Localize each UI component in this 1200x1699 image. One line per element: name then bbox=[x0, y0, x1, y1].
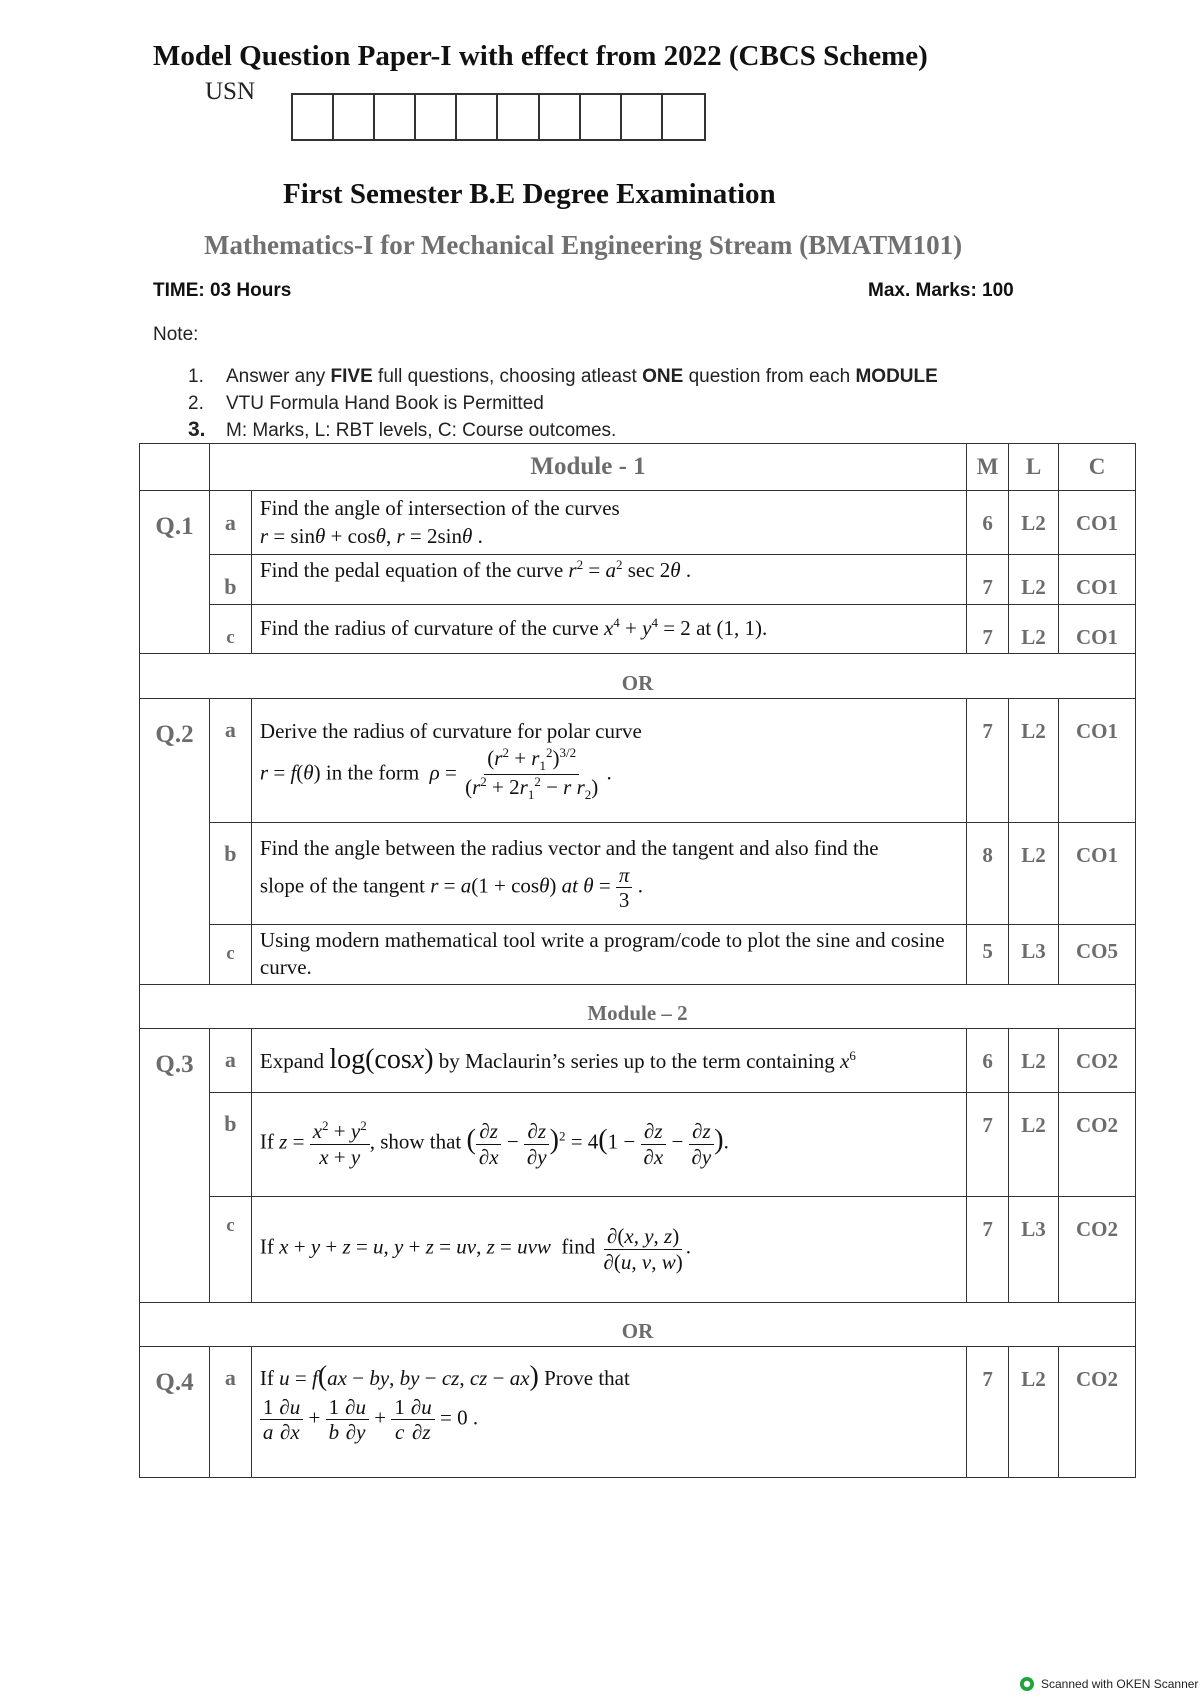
usn-digit-box[interactable] bbox=[293, 95, 334, 139]
usn-digit-box[interactable] bbox=[540, 95, 581, 139]
level-value: L2 bbox=[1009, 1028, 1059, 1092]
level-value: L3 bbox=[1009, 925, 1059, 985]
co-value: CO1 bbox=[1059, 699, 1136, 823]
sub-label: c bbox=[209, 1196, 251, 1302]
sub-label: a bbox=[209, 1028, 251, 1092]
table-row bbox=[140, 1196, 1136, 1302]
note-item: 1. Answer any FIVE full questions, choosing atleast ONE question from each MODULE bbox=[188, 366, 938, 387]
sub-label: a bbox=[209, 699, 251, 823]
question-text: Derive the radius of curvature for polar curve r = f(θ) in the form ρ = $\frac{(r^2 + r_1^2)^{3/2}}{(r^2 + 2r_1^2 - r r_2)}$ . bbox=[251, 699, 966, 823]
col-co-header: C bbox=[1059, 444, 1136, 491]
table-row bbox=[140, 1092, 1136, 1196]
math-expression: r bbox=[430, 872, 439, 897]
question-text: Find the pedal equation of the curve $r^2 = a^2$ sec 2θ . bbox=[251, 555, 966, 605]
time-allowed: TIME: 03 Hours bbox=[153, 280, 292, 301]
question-table bbox=[139, 443, 1136, 1478]
scanner-watermark: Scanned with OKEN Scanner bbox=[1019, 1676, 1198, 1692]
level-value: L2 bbox=[1009, 605, 1059, 654]
level-value: L2 bbox=[1009, 491, 1059, 555]
math-expression: r bbox=[259, 523, 269, 548]
co-value: CO1 bbox=[1059, 823, 1136, 925]
question-text: Find the angle of intersection of the curves r = sinθ + cosθ, r = 2sinθ . bbox=[251, 491, 966, 555]
math-expression: x bbox=[603, 616, 614, 641]
question-text: If x + y + z = u, y + z = uv, z = uvw find $\frac{\partial(x, y, z)}{\partial(u, v, w)}$ . bbox=[251, 1196, 966, 1302]
math-fraction: $\frac{1}{a}$ bbox=[260, 1395, 277, 1444]
question-text: Expand log(cosx) by Maclaurin’s series up to the term containing $x^6$ bbox=[251, 1028, 966, 1092]
scanner-logo-icon bbox=[1019, 1676, 1035, 1692]
co-value: CO1 bbox=[1059, 605, 1136, 654]
sub-label: c bbox=[209, 605, 251, 654]
marks-value: 7 bbox=[967, 699, 1009, 823]
col-level-header: L bbox=[1009, 444, 1059, 491]
marks-value: 7 bbox=[967, 1196, 1009, 1302]
math-fraction: $\frac{x^2 + y^2}{x + y}$ bbox=[310, 1119, 370, 1168]
marks-value: 7 bbox=[967, 605, 1009, 654]
level-value: L2 bbox=[1009, 1092, 1059, 1196]
usn-boxes[interactable] bbox=[291, 93, 706, 141]
math-expression: log(cosx) bbox=[329, 1043, 434, 1075]
or-row bbox=[140, 654, 1136, 699]
question-number: Q.4 bbox=[140, 1346, 210, 1477]
marks-value: 7 bbox=[967, 1092, 1009, 1196]
co-value: CO2 bbox=[1059, 1092, 1136, 1196]
module-row bbox=[140, 984, 1136, 1028]
paper-title: Model Question Paper-I with effect from 2022 (CBCS Scheme) bbox=[153, 40, 928, 72]
exam-title: First Semester B.E Degree Examination bbox=[283, 178, 776, 210]
question-number: Q.3 bbox=[140, 1028, 210, 1302]
level-value: L2 bbox=[1009, 823, 1059, 925]
math-fraction: $\frac{\pi}{3}$ bbox=[616, 863, 633, 912]
co-value: CO2 bbox=[1059, 1028, 1136, 1092]
usn-digit-box[interactable] bbox=[622, 95, 663, 139]
sub-label: a bbox=[209, 1346, 251, 1477]
table-row bbox=[140, 823, 1136, 925]
question-text: If u = f(ax − by, by − cz, cz − ax) Prove that $\frac{1}{a}$ $\frac{\partial u}{\partial x}$ + $\frac{1}{b}$ $\frac{\partial u}{\partial y}$ + $\frac{1}{c}$ $\frac{\partial u}{\partial z}$ = 0 . bbox=[251, 1346, 966, 1477]
sub-label: b bbox=[209, 555, 251, 605]
note-item: 2. VTU Formula Hand Book is Permitted bbox=[188, 392, 544, 414]
math-expression: r bbox=[568, 558, 577, 582]
math-fraction: $\frac{\partial(x, y, z)}{\partial(u, v, w)}$ bbox=[603, 1224, 683, 1274]
or-row bbox=[140, 1302, 1136, 1346]
level-value: L2 bbox=[1009, 1346, 1059, 1477]
question-number: Q.1 bbox=[140, 491, 210, 654]
co-value: CO1 bbox=[1059, 491, 1136, 555]
level-value: L2 bbox=[1009, 699, 1059, 823]
question-text: Find the radius of curvature of the curve $x^4 + y^4 = 2$ at (1, 1). bbox=[251, 605, 966, 654]
sub-label: b bbox=[209, 1092, 251, 1196]
or-divider: OR bbox=[140, 654, 1136, 699]
note-label: Note: bbox=[153, 324, 199, 345]
marks-value: 5 bbox=[967, 925, 1009, 985]
col-marks-header: M bbox=[967, 444, 1009, 491]
note-item: 3. M: Marks, L: RBT levels, C: Course outcomes. bbox=[188, 418, 617, 441]
sub-label: c bbox=[209, 925, 251, 985]
usn-digit-box[interactable] bbox=[457, 95, 498, 139]
sub-label: a bbox=[209, 491, 251, 555]
question-text: Using modern mathematical tool write a program/code to plot the sine and cosine curve. bbox=[251, 925, 966, 985]
module-1-heading: Module - 1 bbox=[209, 444, 966, 491]
math-expression: r bbox=[259, 759, 269, 784]
usn-digit-box[interactable] bbox=[334, 95, 375, 139]
math-expression: u bbox=[279, 1365, 290, 1390]
marks-value: 7 bbox=[967, 1346, 1009, 1477]
usn-digit-box[interactable] bbox=[581, 95, 622, 139]
or-divider: OR bbox=[140, 1302, 1136, 1346]
table-header-row bbox=[140, 444, 1136, 491]
table-row bbox=[140, 491, 1136, 555]
marks-value: 6 bbox=[967, 491, 1009, 555]
question-number: Q.2 bbox=[140, 699, 210, 985]
question-text: Find the angle between the radius vector and the tangent and also find the slope of the tangent r = a(1 + cosθ) at θ = $\frac{\pi}{3}$ . bbox=[251, 823, 966, 925]
marks-value: 7 bbox=[967, 555, 1009, 605]
marks-value: 6 bbox=[967, 1028, 1009, 1092]
co-value: CO5 bbox=[1059, 925, 1136, 985]
co-value: CO2 bbox=[1059, 1346, 1136, 1477]
table-row bbox=[140, 1346, 1136, 1477]
level-value: L2 bbox=[1009, 555, 1059, 605]
math-expression: x bbox=[279, 1234, 289, 1259]
usn-digit-box[interactable] bbox=[375, 95, 416, 139]
table-row bbox=[140, 605, 1136, 654]
level-value: L3 bbox=[1009, 1196, 1059, 1302]
table-row bbox=[140, 555, 1136, 605]
math-fraction: $\frac{(r^2 + r_1^2)^{3/2}}{(r^2 + 2r_1^2 - r r_2)}$ bbox=[465, 744, 599, 802]
notes-list bbox=[188, 364, 938, 444]
table-row bbox=[140, 699, 1136, 823]
max-marks: Max. Marks: 100 bbox=[868, 280, 1014, 301]
marks-value: 8 bbox=[967, 823, 1009, 925]
question-text: If z = $\frac{x^2 + y^2}{x + y}$ , show that ( $\frac{\partial z}{\partial x}$ − $\frac{\partial z}{\partial y}$ )$^2$ = 4(1 − $\frac{\partial z}{\partial x}$ − $\frac{\partial z}{\partial y}$ ). bbox=[251, 1092, 966, 1196]
table-row bbox=[140, 1028, 1136, 1092]
sub-label: b bbox=[209, 823, 251, 925]
usn-digit-box[interactable] bbox=[498, 95, 539, 139]
table-row bbox=[140, 925, 1136, 985]
usn-digit-box[interactable] bbox=[663, 95, 704, 139]
subject-title: Mathematics-I for Mechanical Engineering Stream (BMATM101) bbox=[204, 230, 963, 260]
usn-label: USN bbox=[205, 78, 256, 105]
co-value: CO1 bbox=[1059, 555, 1136, 605]
usn-digit-box[interactable] bbox=[416, 95, 457, 139]
co-value: CO2 bbox=[1059, 1196, 1136, 1302]
module-2-heading: Module – 2 bbox=[140, 984, 1136, 1028]
